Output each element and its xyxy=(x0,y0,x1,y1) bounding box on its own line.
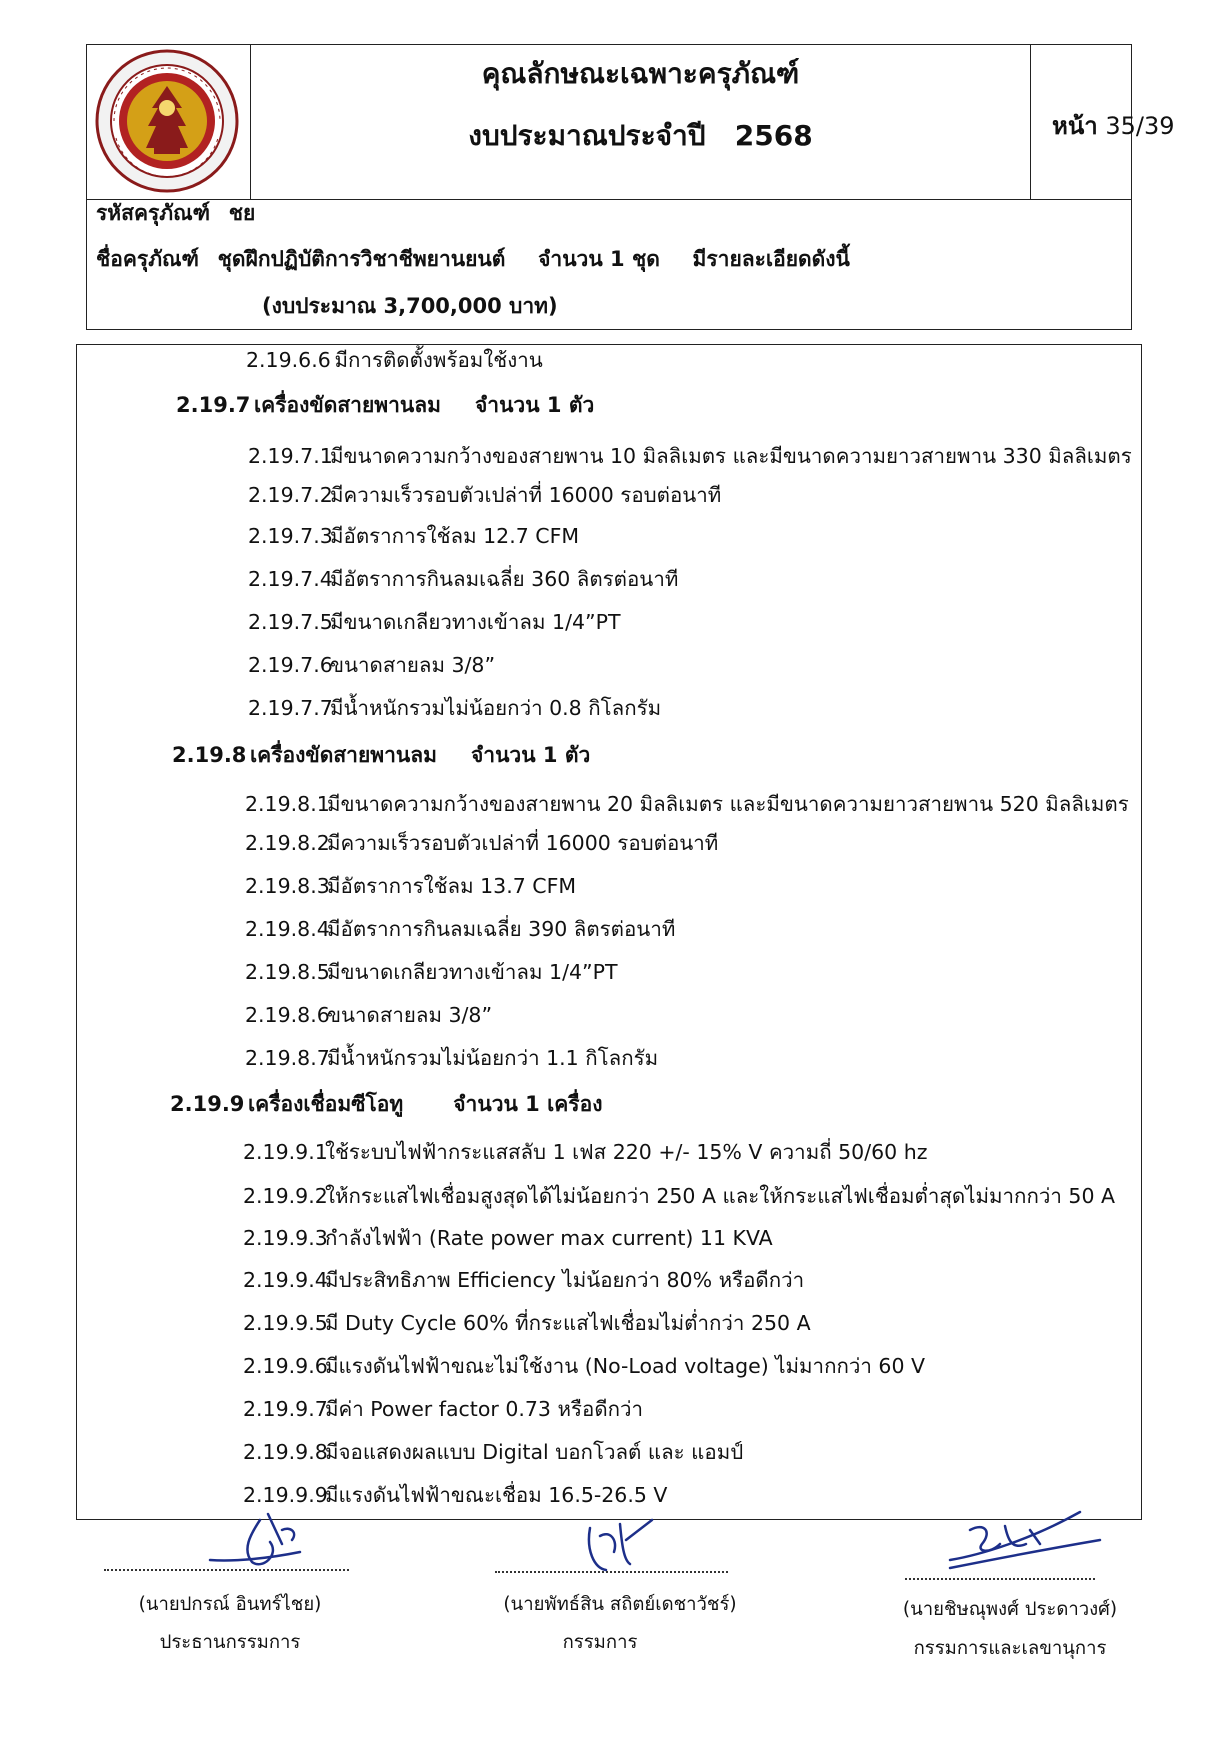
signer-name-1: (นายปกรณ์ อินทร์ไชย) xyxy=(138,1594,322,1615)
list-item: 2.19.8.2มีความเร็วรอบตัวเปล่าที่ 16000 รอบต่อนาที xyxy=(245,831,719,855)
list-item: 2.19.8.4มีอัตราการกินลมเฉลี่ย 390 ลิตรต่อนาที xyxy=(245,917,676,941)
signer-name-3: (นายชิษณุพงศ์ ประดาวงศ์) xyxy=(902,1599,1118,1620)
signer-name-2: (นายพัทธ์สิน สถิตย์เดชาวัชร์) xyxy=(503,1594,737,1615)
signature-1-handwriting xyxy=(190,1500,320,1580)
list-item: 2.19.9.3กำลังไฟฟ้า (Rate power max current) 11 KVA xyxy=(243,1226,773,1250)
signature-line-3 xyxy=(905,1578,1095,1580)
detail-note: มีรายละเอียดดังนี้ xyxy=(692,247,850,271)
quantity: จำนวน 1 ชุด xyxy=(538,247,660,271)
section-heading-2-19-9: 2.19.9 เครื่องเชื่อมซีโอทู จำนวน 1 เครื่อง xyxy=(170,1092,603,1116)
item-number: 2.19.6.6 xyxy=(246,348,331,372)
list-item: 2.19.9.7มีค่า Power factor 0.73 หรือดีกว่า xyxy=(243,1397,644,1421)
page-label: หน้า xyxy=(1052,112,1098,140)
list-item: 2.19.8.5มีขนาดเกลียวทางเข้าลม 1/4”PT xyxy=(245,960,618,984)
signer-title-3: กรรมการและเลขานุการ xyxy=(913,1638,1107,1659)
item-text: มีการติดตั้งพร้อมใช้งาน xyxy=(334,348,543,372)
signer-title-2: กรรมการ xyxy=(562,1632,638,1653)
list-item: 2.19.8.6ขนาดสายลม 3/8” xyxy=(245,1003,493,1027)
equipment-name-row xyxy=(96,243,850,276)
list-item: 2.19.9.1ใช้ระบบไฟฟ้ากระแสสลับ 1 เฟส 220 +/- 15% V ความถี่ 50/60 hz xyxy=(243,1140,928,1164)
list-item: 2.19.7.5มีขนาดเกลียวทางเข้าลม 1/4”PT xyxy=(248,610,621,634)
list-item: 2.19.7.4มีอัตราการกินลมเฉลี่ย 360 ลิตรต่อนาที xyxy=(248,567,679,591)
code-value: ชย xyxy=(228,201,256,225)
list-item: 2.19.7.2มีความเร็วรอบตัวเปล่าที่ 16000 รอบต่อนาที xyxy=(248,483,722,507)
name-value: ชุดฝึกปฏิบัติการวิชาชีพยานยนต์ xyxy=(217,247,506,271)
doc-title-line2: งบประมาณประจำปี 2568 xyxy=(468,119,813,152)
signature-2-handwriting xyxy=(570,1510,660,1580)
list-item: 2.19.7.7มีน้ำหนักรวมไม่น้อยกว่า 0.8 กิโลกรัม xyxy=(248,696,662,720)
doc-title-line1: คุณลักษณะเฉพาะครุภัณฑ์ xyxy=(481,57,800,90)
list-item: 2.19.9.9มีแรงดันไฟฟ้าขณะเชื่อม 16.5-26.5 V xyxy=(243,1483,668,1507)
code-label: รหัสครุภัณฑ์ xyxy=(96,201,211,225)
list-item: 2.19.8.3มีอัตราการใช้ลม 13.7 CFM xyxy=(245,874,577,898)
list-item: 2.19.7.1มีขนาดความกว้างของสายพาน 10 มิลลิเมตร และมีขนาดความยาวสายพาน 330 มิลลิเมตร xyxy=(248,444,1132,468)
emblem-seal-logo xyxy=(94,48,240,194)
section-heading-2-19-8: 2.19.8 เครื่องขัดสายพานลม จำนวน 1 ตัว xyxy=(172,743,591,767)
page-number: 35/39 xyxy=(1105,112,1175,140)
signer-title-1: ประธานกรรมการ xyxy=(159,1632,301,1653)
list-item: 2.19.7.6ขนาดสายลม 3/8” xyxy=(248,653,496,677)
list-item: 2.19.9.4มีประสิทธิภาพ Efficiency ไม่น้อยกว่า 80% หรือดีกว่า xyxy=(243,1268,805,1292)
list-item: 2.19.8.7มีน้ำหนักรวมไม่น้อยกว่า 1.1 กิโลกรัม xyxy=(245,1046,659,1070)
list-item: 2.19.9.6มีแรงดันไฟฟ้าขณะไม่ใช้งาน (No-Load voltage) ไม่มากกว่า 60 V xyxy=(243,1354,926,1378)
list-item xyxy=(246,344,543,377)
page-indicator xyxy=(1052,106,1175,145)
page-cell-border xyxy=(1030,44,1032,200)
signature-line-2 xyxy=(495,1571,728,1573)
list-item: 2.19.9.2ให้กระแสไฟเชื่อมสูงสุดได้ไม่น้อยกว่า 250 A และให้กระแสไฟเชื่อมต่ำสุดไม่มากกว่า 50 A xyxy=(243,1184,1116,1208)
section-heading-2-19-7: 2.19.7 เครื่องขัดสายพานลม จำนวน 1 ตัว xyxy=(176,393,595,417)
list-item: 2.19.9.5มี Duty Cycle 60% ที่กระแสไฟเชื่อมไม่ต่ำกว่า 250 A xyxy=(243,1311,811,1335)
name-label: ชื่อครุภัณฑ์ xyxy=(96,247,199,271)
list-item: 2.19.9.8มีจอแสดงผลแบบ Digital บอกโวลต์ และ แอมป์ xyxy=(243,1440,744,1464)
equipment-code-row xyxy=(96,197,255,230)
list-item: 2.19.7.3มีอัตราการใช้ลม 12.7 CFM xyxy=(248,524,580,548)
signature-line-1 xyxy=(104,1569,349,1571)
budget: (งบประมาณ 3,700,000 บาท) xyxy=(262,294,558,318)
signature-3-handwriting xyxy=(930,1500,1110,1580)
list-item: 2.19.8.1มีขนาดความกว้างของสายพาน 20 มิลลิเมตร และมีขนาดความยาวสายพาน 520 มิลลิเมตร xyxy=(245,792,1129,816)
